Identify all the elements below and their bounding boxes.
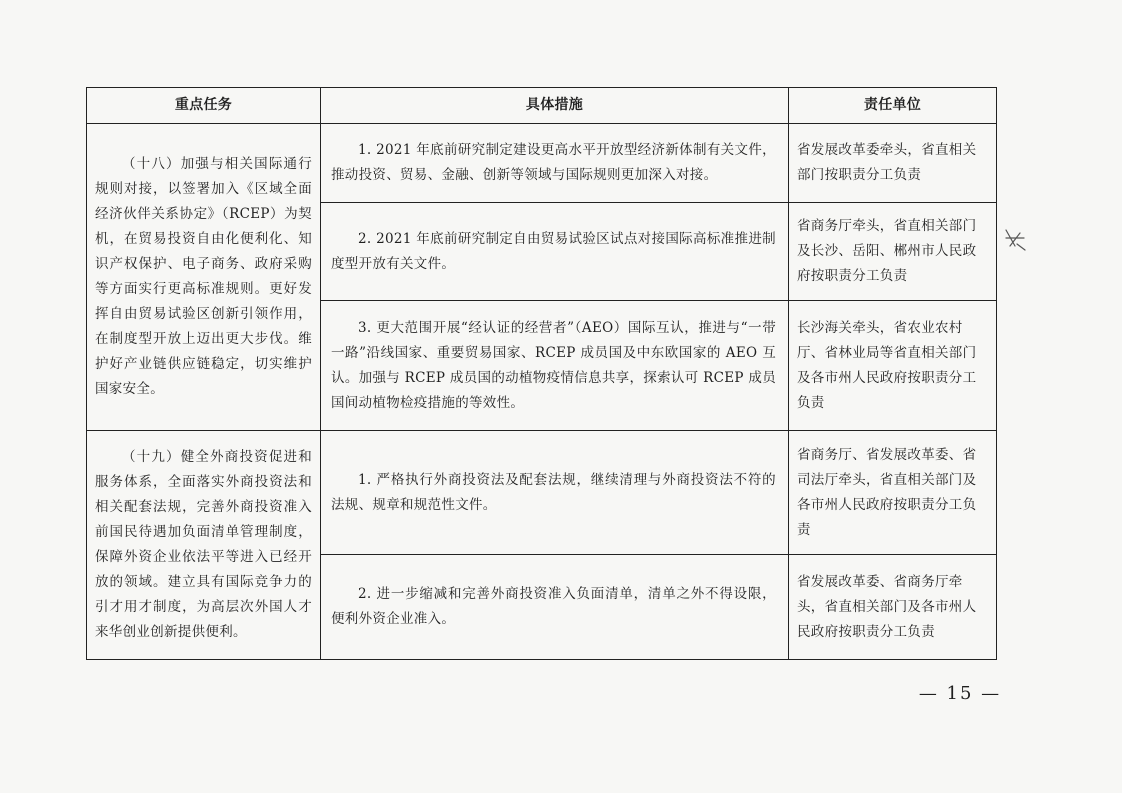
owner-cell: 省商务厅、省发展改革委、省司法厅牵头，省直相关部门及各市州人民政府按职责分工负责 — [789, 431, 997, 555]
header-measures: 具体措施 — [321, 88, 789, 124]
table-row — [87, 431, 997, 555]
measure-cell: 2. 进一步缩减和完善外商投资准入负面清单，清单之外不得设限，便利外资企业准入。 — [321, 555, 789, 660]
header-task: 重点任务 — [87, 88, 321, 124]
measure-cell: 2. 2021 年底前研究制定自由贸易试验区试点对接国际高标准推进制度型开放有关文件。 — [321, 203, 789, 301]
owner-cell: 省发展改革委牵头，省直相关部门按职责分工负责 — [789, 124, 997, 203]
owner-cell: 省商务厅牵头，省直相关部门及长沙、岳阳、郴州市人民政府按职责分工负责 — [789, 203, 997, 301]
measure-cell: 3. 更大范围开展“经认证的经营者”（AEO）国际互认，推进与“一带一路”沿线国家、重要贸易国家、RCEP 成员国及中东欧国家的 AEO 互认。加强与 RCEP 成员国的动植物疫情信息共享，探索认可 RCEP 成员国间动植物检疫措施的等效性。 — [321, 301, 789, 431]
task-table — [86, 87, 997, 660]
table-row — [87, 124, 997, 203]
page-number: — 15 — — [918, 683, 1002, 704]
handwritten-check-mark-icon — [1003, 226, 1027, 252]
task-cell-19: （十九）健全外商投资促进和服务体系，全面落实外商投资法和相关配套法规，完善外商投资准入前国民待遇加负面清单管理制度，保障外资企业依法平等进入已经开放的领域。建立具有国际竞争力的引才用才制度，为高层次外国人才来华创业创新提供便利。 — [87, 431, 321, 660]
owner-cell: 长沙海关牵头，省农业农村厅、省林业局等省直相关部门及各市州人民政府按职责分工负责 — [789, 301, 997, 431]
owner-cell: 省发展改革委、省商务厅牵头，省直相关部门及各市州人民政府按职责分工负责 — [789, 555, 997, 660]
task-cell-18: （十八）加强与相关国际通行规则对接，以签署加入《区域全面经济伙伴关系协定》（RCEP）为契机，在贸易投资自由化便利化、知识产权保护、电子商务、政府采购等方面实行更高标准规则。更好发挥自由贸易试验区创新引领作用，在制度型开放上迈出更大步伐。维护好产业链供应链稳定，切实维护国家安全。 — [87, 124, 321, 431]
measure-cell: 1. 2021 年底前研究制定建设更高水平开放型经济新体制有关文件，推动投资、贸易、金融、创新等领域与国际规则更加深入对接。 — [321, 124, 789, 203]
measure-cell: 1. 严格执行外商投资法及配套法规，继续清理与外商投资法不符的法规、规章和规范性文件。 — [321, 431, 789, 555]
table-header-row — [87, 88, 997, 124]
header-owner: 责任单位 — [789, 88, 997, 124]
